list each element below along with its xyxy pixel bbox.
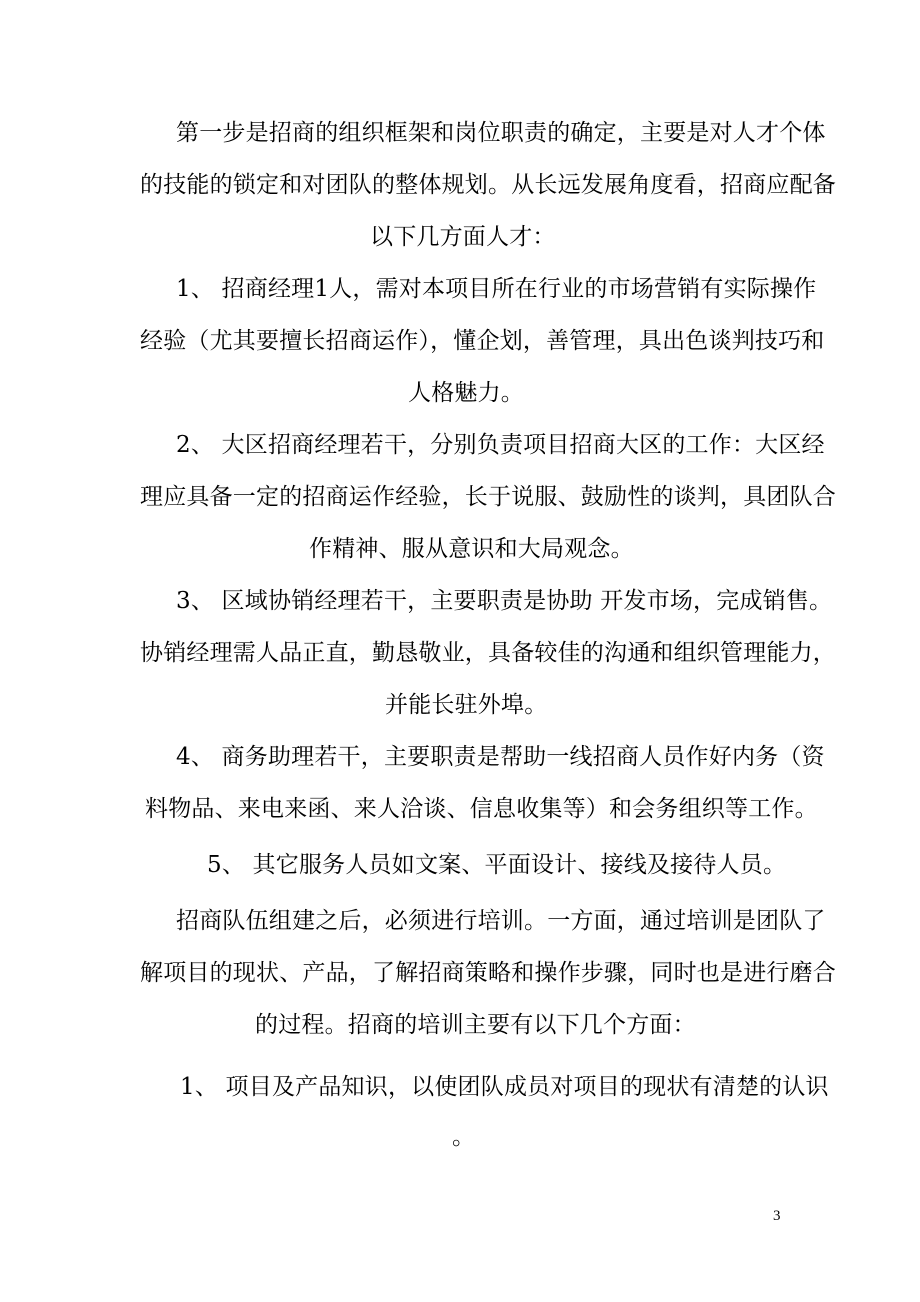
list-item-1-line-2: 经验（尤其要擅长招商运作），懂企划，善管理，具出色谈判技巧和 (140, 328, 825, 354)
paragraph-line-1: 第一步是招商的组织框架和岗位职责的确定，主要是对人才个体 (176, 120, 826, 146)
paragraph-2-line-1: 招商队伍组建之后，必须进行培训。一方面，通过培训是团队了 (176, 908, 826, 934)
page-number: 3 (773, 1208, 781, 1224)
list-item-2-line-2: 理应具备一定的招商运作经验，长于说服、鼓励性的谈判，具团队合 (140, 484, 836, 510)
training-item-1-line-1: 1、 项目及产品知识，以使团队成员对项目的现状有清楚的认识 (180, 1074, 829, 1100)
paragraph-line-3: 以下几方面人才： (370, 224, 556, 250)
list-item-2-line-3: 作精神、服从意识和大局观念。 (309, 536, 634, 562)
list-item-1-line-3: 人格魅力。 (408, 380, 524, 406)
list-item-4-line-1: 4、 商务助理若干，主要职责是帮助一线招商人员作好内务（资 (176, 744, 825, 770)
list-item-1-line-1: 1、 招商经理1人，需对本项目所在行业的市场营销有实际操作 (176, 276, 817, 302)
list-item-5-line-1: 5、 其它服务人员如文案、平面设计、接线及接待人员。 (207, 852, 787, 878)
list-item-4-line-2: 料物品、来电来函、来人洽谈、信息收集等）和会务组织等工作。 (145, 796, 818, 822)
list-item-2-line-1: 2、 大区招商经理若干，分别负责项目招商大区的工作：大区经 (176, 432, 825, 458)
paragraph-2-line-2: 解项目的现状、产品，了解招商策略和操作步骤，同时也是进行磨合 (140, 960, 836, 986)
list-item-3-line-2: 协销经理需人品正直，勤恳敬业，具备较佳的沟通和组织管理能力， (140, 640, 836, 666)
paragraph-2-line-3: 的过程。招商的培训主要有以下几个方面： (255, 1012, 696, 1038)
list-item-3-line-3: 并能长驻外埠。 (385, 692, 548, 718)
list-item-3-line-1: 3、 区域协销经理若干，主要职责是协助 开发市场，完成销售。 (176, 588, 833, 614)
training-item-1-line-2: 。 (452, 1124, 476, 1150)
paragraph-line-2: 的技能的锁定和对团队的整体规划。从长远发展角度看，招商应配备 (140, 172, 836, 198)
